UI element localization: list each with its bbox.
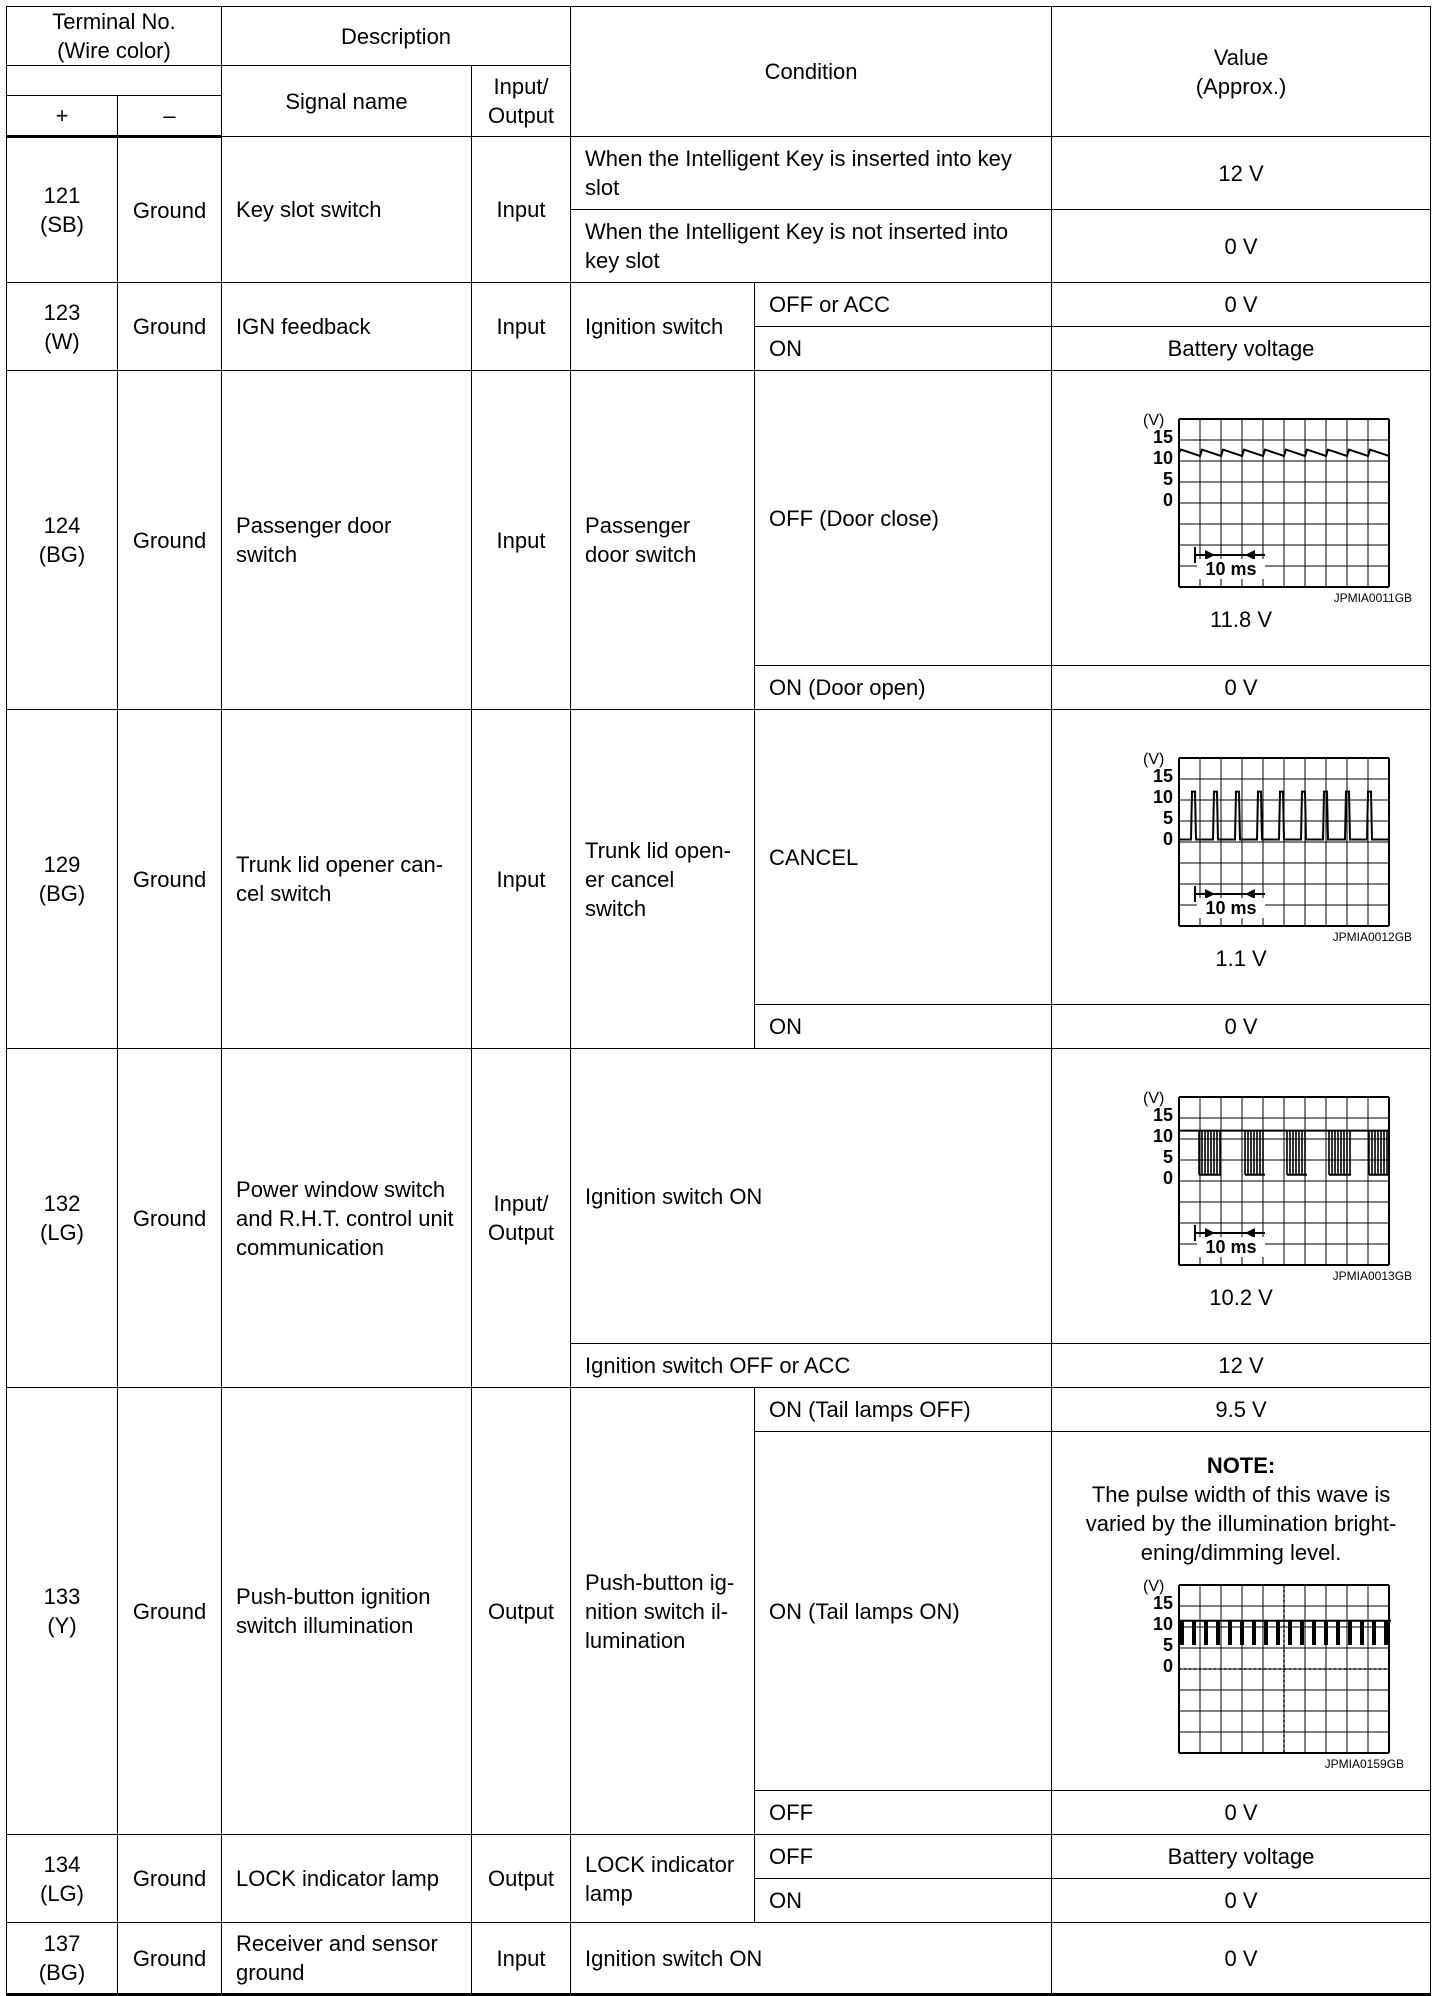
io-type: Input <box>472 710 571 1049</box>
axis-tick-label: 0 <box>1163 490 1174 510</box>
table-row <box>7 1049 1431 1344</box>
negative-terminal: Ground <box>118 371 222 710</box>
waveform-burst <box>1369 1131 1387 1175</box>
value: 12 V <box>1052 137 1431 210</box>
terminal-number: 129 <box>43 852 81 877</box>
axis-tick-label: 15 <box>1153 1105 1174 1125</box>
axis-tick-label: 10 <box>1153 1126 1174 1146</box>
value: 0 V <box>1052 283 1431 327</box>
value: 0 V <box>1052 1879 1431 1923</box>
condition: Ignition switch <box>571 283 755 371</box>
table-row <box>7 371 1431 666</box>
header-value-text: Value <box>1213 44 1269 70</box>
time-label: 10 ms <box>1205 898 1257 918</box>
terminal-121 <box>7 137 118 283</box>
header-input-output: Input/ Output <box>472 66 571 137</box>
wire-color: (BG) <box>38 1960 86 1985</box>
waveform-code: JPMIA0013GB <box>1332 1269 1413 1283</box>
axis-tick-label: 15 <box>1153 427 1174 447</box>
condition: When the Intelligent Key is inserted into key slot <box>571 137 1052 210</box>
header-approx-text: (Approx.) <box>1195 73 1287 99</box>
condition: LOCK indicator lamp <box>571 1835 755 1923</box>
table-row <box>7 1835 1431 1879</box>
axis-tick-label: 0 <box>1163 829 1174 849</box>
header-value <box>1052 7 1431 137</box>
signal-name: Power window switch and R.H.T. control unit communication <box>222 1049 472 1388</box>
header-row-1 <box>7 7 1431 66</box>
waveform-burst <box>1245 1131 1263 1175</box>
terminal-129 <box>7 710 118 1049</box>
sub-condition: OFF or ACC <box>755 283 1052 327</box>
terminal-137 <box>7 1923 118 1995</box>
terminal-table <box>6 6 1431 1996</box>
value: 0 V <box>1052 1923 1431 1995</box>
negative-terminal: Ground <box>118 137 222 283</box>
waveform-code: JPMIA0159GB <box>1324 1757 1405 1771</box>
wire-color: (BG) <box>38 881 86 906</box>
axis-tick-label: 0 <box>1163 1168 1174 1188</box>
terminal-table-sheet <box>6 6 1430 1985</box>
axis-tick-label: 10 <box>1153 787 1174 807</box>
table-row <box>7 137 1431 210</box>
wire-color: (SB) <box>40 212 84 237</box>
sub-condition: ON (Tail lamps ON) <box>755 1432 1052 1791</box>
terminal-123 <box>7 283 118 371</box>
negative-terminal: Ground <box>118 710 222 1049</box>
value-waveform-cell <box>1052 371 1431 666</box>
value: 0 V <box>1052 1791 1431 1835</box>
sub-condition: CANCEL <box>755 710 1052 1005</box>
terminal-number: 121 <box>43 183 81 208</box>
sub-condition: ON <box>755 1879 1052 1923</box>
io-type: Input <box>472 137 571 283</box>
signal-name: IGN feedback <box>222 283 472 371</box>
negative-terminal: Ground <box>118 283 222 371</box>
terminal-133 <box>7 1388 118 1835</box>
sub-condition: ON <box>755 327 1052 371</box>
value-waveform-cell <box>1052 1432 1431 1791</box>
waveform-trace <box>1179 1621 1391 1644</box>
header-wire-color-text: (Wire color) <box>57 38 171 63</box>
waveform-trace <box>1179 792 1389 840</box>
io-type: Output <box>472 1388 571 1835</box>
terminal-124 <box>7 371 118 710</box>
terminal-number: 132 <box>43 1191 81 1216</box>
value: 11.8 V <box>1210 607 1273 632</box>
axis-tick-label: 15 <box>1153 766 1174 786</box>
header-terminal-spacer <box>7 66 222 96</box>
waveform-door-switch <box>1091 401 1391 591</box>
value-waveform-cell <box>1052 710 1431 1005</box>
io-type: Input <box>472 1923 571 1995</box>
note-title: NOTE: <box>1206 1453 1276 1478</box>
header-signal-name: Signal name <box>222 66 472 137</box>
negative-terminal: Ground <box>118 1923 222 1995</box>
wire-color: (LG) <box>40 1880 84 1906</box>
waveform-burst <box>1199 1131 1220 1175</box>
axis-tick-label: 10 <box>1153 1614 1174 1634</box>
table-row <box>7 1388 1431 1432</box>
header-terminal-no <box>7 7 222 66</box>
sub-condition: OFF (Door close) <box>755 371 1052 666</box>
signal-name: Push-button ignition switch illumination <box>222 1388 472 1835</box>
waveform-burst <box>1329 1131 1350 1175</box>
condition: When the Intelligent Key is not inserted into key slot <box>571 210 1052 283</box>
signal-name: LOCK indicator lamp <box>222 1835 472 1923</box>
terminal-number: 124 <box>43 513 81 538</box>
value-waveform-cell <box>1052 1049 1431 1344</box>
time-label: 10 ms <box>1205 559 1257 579</box>
negative-terminal: Ground <box>118 1049 222 1388</box>
wire-color: (LG) <box>40 1220 84 1245</box>
terminal-number: 123 <box>43 299 81 325</box>
value: 0 V <box>1052 210 1431 283</box>
negative-terminal: Ground <box>118 1388 222 1835</box>
note-text: The pulse width of this wave is varied by the illumination bright-ening/dimming level. <box>1085 1482 1397 1565</box>
time-label: 10 ms <box>1205 1237 1257 1257</box>
wire-color: (BG) <box>38 542 86 567</box>
header-description: Description <box>222 7 571 66</box>
axis-tick-label: 5 <box>1163 1635 1174 1655</box>
sub-condition: ON (Tail lamps OFF) <box>755 1388 1052 1432</box>
terminal-number: 134 <box>43 1851 81 1877</box>
header-terminal-no-text: Terminal No. <box>52 9 176 34</box>
sub-condition: OFF <box>755 1791 1052 1835</box>
value: Battery voltage <box>1052 1835 1431 1879</box>
value: 12 V <box>1052 1344 1431 1388</box>
io-type: Input <box>472 283 571 371</box>
condition: Push-button ig-nition switch il-lumination <box>571 1388 755 1835</box>
signal-name: Trunk lid opener can-cel switch <box>222 710 472 1049</box>
axis-unit: (V) <box>1143 1090 1165 1107</box>
axis-tick-label: 10 <box>1153 448 1174 468</box>
table-row <box>7 1923 1431 1995</box>
io-type: Input/ Output <box>472 1049 571 1388</box>
value: 0 V <box>1052 666 1431 710</box>
value: 0 V <box>1052 1005 1431 1049</box>
axis-tick-label: 15 <box>1153 1593 1174 1613</box>
value: 9.5 V <box>1052 1388 1431 1432</box>
condition: Trunk lid open-er cancel switch <box>571 710 755 1049</box>
signal-name: Receiver and sensor ground <box>222 1923 472 1995</box>
terminal-number: 137 <box>43 1931 81 1956</box>
header-plus: + <box>7 96 118 137</box>
value: 10.2 V <box>1209 1285 1273 1310</box>
table-row <box>7 283 1431 327</box>
axis-tick-label: 0 <box>1163 1656 1174 1676</box>
header-condition: Condition <box>571 7 1052 137</box>
waveform-communication <box>1091 1079 1391 1269</box>
axis-tick-label: 5 <box>1163 808 1174 828</box>
waveform-burst <box>1287 1131 1305 1175</box>
condition: Passenger door switch <box>571 371 755 710</box>
value: 1.1 V <box>1215 946 1267 971</box>
axis-unit: (V) <box>1143 751 1165 768</box>
value: Battery voltage <box>1052 327 1431 371</box>
condition: Ignition switch ON <box>571 1923 1052 1995</box>
waveform-code: JPMIA0012GB <box>1332 930 1413 944</box>
negative-terminal: Ground <box>118 1835 222 1923</box>
sub-condition: ON (Door open) <box>755 666 1052 710</box>
io-type: Input <box>472 371 571 710</box>
wire-color: (W) <box>44 328 80 354</box>
terminal-132 <box>7 1049 118 1388</box>
waveform-code: JPMIA0011GB <box>1333 591 1413 605</box>
terminal-number: 133 <box>43 1584 81 1609</box>
condition: Ignition switch ON <box>571 1049 1052 1344</box>
condition: Ignition switch OFF or ACC <box>571 1344 1052 1388</box>
waveform-illumination <box>1091 1567 1391 1757</box>
terminal-134 <box>7 1835 118 1923</box>
signal-name: Passenger door switch <box>222 371 472 710</box>
axis-unit: (V) <box>1143 412 1165 429</box>
axis-tick-label: 5 <box>1163 1147 1174 1167</box>
table-row <box>7 710 1431 1005</box>
wire-color: (Y) <box>47 1613 77 1638</box>
axis-tick-label: 5 <box>1163 469 1174 489</box>
sub-condition: OFF <box>755 1835 1052 1879</box>
axis-unit: (V) <box>1143 1578 1165 1595</box>
signal-name: Key slot switch <box>222 137 472 283</box>
header-minus: – <box>118 96 222 137</box>
waveform-trunk-cancel <box>1091 740 1391 930</box>
sub-condition: ON <box>755 1005 1052 1049</box>
io-type: Output <box>472 1835 571 1923</box>
